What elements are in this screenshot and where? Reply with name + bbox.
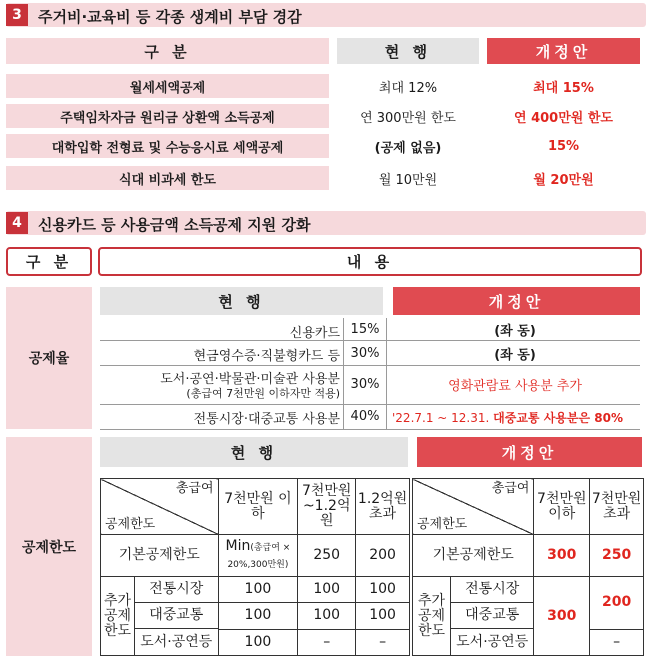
rate-row1-item: 신용카드	[289, 326, 340, 341]
s3-row1-reform: 최대 15%	[533, 80, 594, 96]
s3-row2-current: 연 300만원 한도	[360, 110, 456, 126]
s3-row3-current: (공제 없음)	[374, 140, 442, 156]
extra-item: 대중교통	[451, 603, 533, 629]
extra-value-merged: 300	[534, 577, 590, 656]
extra-value: –	[356, 629, 410, 655]
rate-col-divider	[386, 318, 387, 429]
rate-row-divider	[100, 404, 640, 405]
limit-current-table	[100, 478, 410, 656]
basic-value: 250	[298, 535, 356, 577]
extra-item: 도서·공연등	[456, 633, 529, 650]
limit-reform-header: 개정안	[417, 437, 642, 467]
extra-value: 100	[356, 577, 410, 603]
basic-value: 300	[534, 535, 590, 577]
basic-min-note: (총급여 × 20%,300만원)	[227, 542, 291, 570]
extra-block	[101, 577, 219, 656]
rate-row3-item: 도서·공연·박물관·미술관 사용분	[160, 372, 340, 387]
s3-row3-label: 대학입학 전형료 및 수능응시료 세액공제	[6, 134, 329, 158]
basic-value: 250	[590, 535, 644, 577]
col-header: 7천만원 초과	[590, 479, 644, 535]
corner-top-text: 총급여	[491, 481, 530, 496]
col-header: 7천만원 이하	[218, 479, 298, 535]
rate-row2-rate: 30%	[350, 345, 380, 361]
section4-number: 4	[6, 212, 28, 234]
rate-current-header: 현 행	[100, 287, 383, 315]
extra-value: –	[590, 629, 644, 655]
s3-row3-reform: 15%	[547, 138, 580, 154]
extra-label: 추가 공제 한도	[413, 577, 451, 655]
s3-header-reform: 개정안	[487, 38, 640, 64]
extra-item: 도서·공연등	[140, 633, 213, 650]
extra-label: 추가 공제 한도	[101, 577, 135, 655]
rate-row4-reform-period: '22.7.1 ~ 12.31.	[392, 411, 490, 425]
basic-min	[218, 535, 298, 577]
s3-row2-reform: 연 400만원 한도	[514, 110, 613, 126]
corner-top-text: 총급여	[175, 481, 214, 496]
s3-row2-label: 주택임차자금 원리금 상환액 소득공제	[6, 104, 329, 128]
rate-row3-rate: 30%	[350, 376, 380, 392]
extra-block	[413, 577, 534, 656]
rate-row3-reform: 영화관람료 사용분 추가	[448, 378, 582, 394]
s3-row4-reform: 월 20만원	[533, 172, 594, 188]
extra-value: 100	[218, 603, 298, 629]
extra-value: 100	[356, 603, 410, 629]
rate-row1-reform: (좌 동)	[494, 323, 536, 339]
extra-item: 전통시장	[135, 577, 218, 603]
rate-reform-header: 개정안	[393, 287, 640, 315]
rate-row4-item: 전통시장·대중교통 사용분	[193, 412, 340, 427]
basic-label: 기본공제한도	[101, 535, 219, 577]
extra-value: 100	[298, 603, 356, 629]
col-header: 7천만원 ~1.2억원	[298, 479, 356, 535]
s4-header-category: 구 분	[6, 247, 92, 276]
rate-row4-reform-detail: 대중교통 사용분은 80%	[493, 411, 623, 425]
s3-header-current: 현 행	[337, 38, 479, 64]
rate-row4-rate: 40%	[350, 408, 380, 424]
rate-row-divider	[100, 365, 640, 366]
rate-row-divider	[100, 429, 640, 430]
col-header: 1.2억원 초과	[356, 479, 410, 535]
limit-reform-table	[412, 478, 644, 656]
basic-value: 200	[356, 535, 410, 577]
corner-bottom-text: 공제한도	[105, 517, 156, 532]
rate-row2-item: 현금영수증·직불형카드 등	[193, 349, 340, 364]
extra-value: –	[298, 629, 356, 655]
rate-row3-note: (총급여 7천만원 이하자만 적용)	[186, 387, 340, 400]
s3-row4-label: 식대 비과세 한도	[6, 166, 329, 190]
corner-bottom-text: 공제한도	[417, 517, 468, 532]
col-header: 7천만원 이하	[534, 479, 590, 535]
extra-item: 대중교통	[135, 603, 218, 629]
s3-row1-current: 최대 12%	[378, 80, 438, 96]
extra-value: 100	[218, 577, 298, 603]
s3-header-category: 구 분	[6, 38, 329, 64]
basic-label: 기본공제한도	[413, 535, 534, 577]
section3-number: 3	[6, 4, 28, 26]
limit-reform-corner	[413, 479, 534, 535]
extra-value: 100	[298, 577, 356, 603]
extra-value-merged: 200	[590, 577, 644, 630]
basic-min-text: Min	[225, 537, 251, 554]
s4-header-content: 내 용	[98, 247, 642, 276]
extra-item: 전통시장	[451, 577, 533, 603]
rate-row4-reform	[392, 409, 644, 426]
s3-row1-label: 월세세액공제	[6, 74, 329, 98]
section4-title: 신용카드 등 사용금액 소득공제 지원 강화	[38, 216, 311, 234]
s3-row4-current: 월 10만원	[378, 172, 438, 188]
extra-value: 100	[218, 629, 298, 655]
limit-current-header: 현 행	[100, 437, 408, 467]
rate-row2-reform: (좌 동)	[494, 347, 536, 363]
rate-row1-rate: 15%	[350, 321, 380, 337]
limit-current-corner	[101, 479, 219, 535]
rate-label: 공제율	[6, 287, 92, 429]
limit-label: 공제한도	[6, 437, 92, 656]
section3-title: 주거비·교육비 등 각종 생계비 부담 경감	[38, 8, 302, 26]
